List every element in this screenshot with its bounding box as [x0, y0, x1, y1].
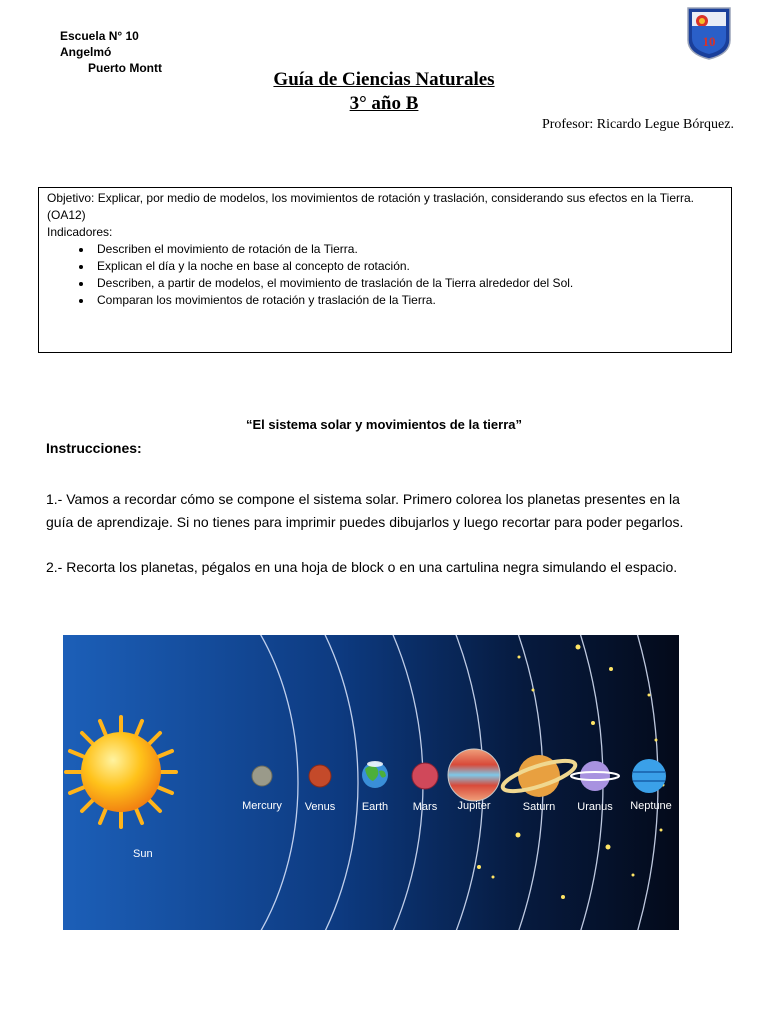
sun-icon [66, 717, 176, 827]
solar-system-image [63, 635, 679, 930]
indicator-item: • Describen, a partir de modelos, el movimiento de traslación de la Tierra alrededor del Sol. [93, 275, 723, 292]
svg-text:Uranus: Uranus [577, 801, 613, 813]
instructions-heading: Instrucciones: [46, 440, 142, 456]
objective-box [38, 187, 732, 353]
document-title [0, 68, 768, 116]
course-title: 3° año B [349, 93, 419, 114]
indicator-item: • Explican el día y la noche en base al concepto de rotación. [93, 258, 723, 275]
school-line-2: Puerto Montt [88, 61, 162, 75]
school-logo [686, 6, 732, 60]
school-line-1: Escuela N° 10 Angelmó [60, 29, 139, 59]
svg-text:Jupiter: Jupiter [457, 800, 491, 812]
svg-text:Neptune: Neptune [630, 800, 672, 812]
objective-text: Explicar, por medio de modelos, los movimientos de rotación y traslación, considerando sus efectos en la Tierra. (OA12) [47, 191, 694, 222]
svg-text:Saturn: Saturn [522, 801, 556, 813]
indicator-item: • Describen el movimiento de rotación de la Tierra. [93, 241, 723, 258]
indicators-label: Indicadores: [47, 225, 113, 239]
svg-text:Mars: Mars [412, 801, 438, 813]
indicators-list [47, 241, 723, 309]
guide-title: Guía de Ciencias Naturales [273, 69, 495, 90]
svg-text:Mercury: Mercury [242, 800, 282, 812]
logo-number: 10 [702, 34, 716, 49]
teacher-name: Profesor: Ricardo Legue Bórquez. [541, 117, 734, 132]
instruction-step-2: 2.- Recorta los planetas, pégalos en una hoja de block o en una cartulina negra simulando el espacio. [46, 559, 678, 575]
sun-label: Sun [133, 848, 153, 860]
instruction-step-1: 1.- Vamos a recordar cómo se compone el sistema solar. Primero colorea los planetas presentes en la guía de aprendizaje. Si no tienes para imprimir puedes dibujarlos y luego recortar para poder pegarlos. [46, 491, 684, 530]
objective-label: Objetivo: [47, 191, 95, 205]
section-title: “El sistema solar y movimientos de la tierra” [245, 417, 522, 432]
indicator-item: • Comparan los movimientos de rotación y traslación de la Tierra. [93, 292, 723, 309]
svg-text:Venus: Venus [304, 801, 336, 813]
svg-text:Earth: Earth [361, 801, 389, 813]
objective-paragraph [47, 190, 723, 224]
